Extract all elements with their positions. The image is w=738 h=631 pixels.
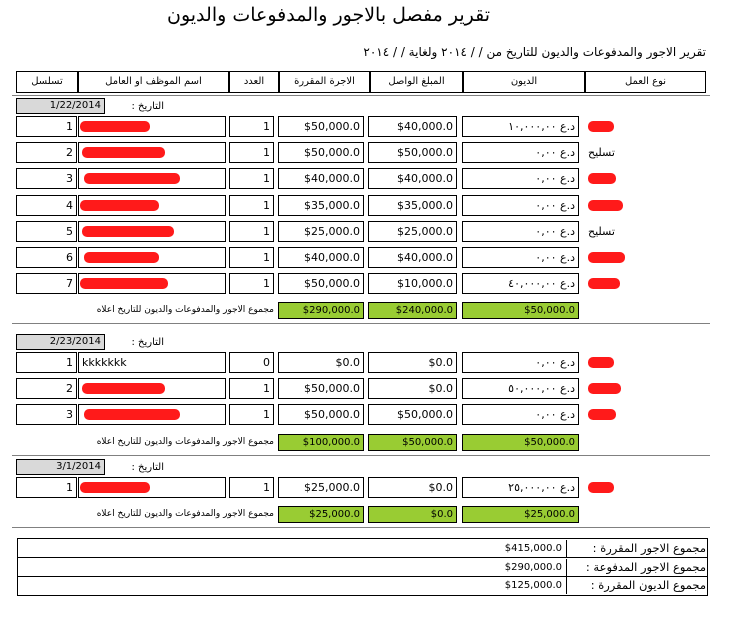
- row-wage: $50,000.0: [278, 404, 364, 425]
- group-divider: [12, 455, 710, 456]
- row-wage: $40,000.0: [278, 247, 364, 268]
- row-wage: $25,000.0: [278, 221, 364, 242]
- redacted-work-mark: [588, 383, 621, 394]
- summary-value: $290,000.0: [504, 561, 562, 573]
- redacted-name-mark: [82, 226, 174, 237]
- row-count: 1: [229, 247, 274, 268]
- group-date: 3/1/2014: [16, 459, 105, 475]
- row-work-type: تسليح: [584, 221, 622, 242]
- report-title: تقرير مفصل بالاجور والمدفوعات والديون: [167, 4, 490, 26]
- redacted-work-mark: [588, 409, 616, 420]
- redacted-work-mark: [588, 200, 623, 211]
- redacted-work-mark: [588, 278, 620, 289]
- summary-label: مجموع الاجور المقررة :: [566, 540, 706, 557]
- redacted-work-mark: [588, 121, 614, 132]
- row-received: $0.0: [368, 378, 457, 399]
- row-count: 1: [229, 378, 274, 399]
- row-debt: د.ع ٠,٠٠: [462, 352, 579, 373]
- row-wage: $25,000.0: [278, 477, 364, 498]
- row-debt: د.ع ٠,٠٠: [462, 404, 579, 425]
- row-wage: $50,000.0: [278, 378, 364, 399]
- group-total-wage: $25,000.0: [278, 506, 364, 523]
- row-received: $50,000.0: [368, 404, 457, 425]
- row-serial: 3: [16, 404, 77, 425]
- redacted-work-mark: [588, 357, 614, 368]
- row-work-type: تسليح: [584, 142, 622, 163]
- row-received: $50,000.0: [368, 142, 457, 163]
- group-total-label: مجموع الاجور والمدفوعات والديون للتاريخ اعلاه: [96, 436, 274, 447]
- row-serial: 1: [16, 116, 77, 137]
- row-count: 0: [229, 352, 274, 373]
- row-serial: 6: [16, 247, 77, 268]
- row-wage: $40,000.0: [278, 168, 364, 189]
- group-total-label: مجموع الاجور والمدفوعات والديون للتاريخ اعلاه: [96, 305, 274, 316]
- row-received: $40,000.0: [368, 168, 457, 189]
- redacted-name-mark: [84, 252, 159, 263]
- row-wage: $50,000.0: [278, 116, 364, 137]
- group-total-wage: $290,000.0: [278, 302, 364, 319]
- group-total-received: $240,000.0: [368, 302, 457, 319]
- row-count: 1: [229, 221, 274, 242]
- header-debts-cell: الديون: [463, 71, 585, 93]
- row-debt: د.ع ٠,٠٠: [462, 221, 579, 242]
- header-divider: [12, 95, 710, 96]
- row-count: 1: [229, 477, 274, 498]
- summary-label: مجموع الديون المقررة :: [566, 577, 706, 594]
- row-received: $25,000.0: [368, 221, 457, 242]
- group-total-label: مجموع الاجور والمدفوعات والديون للتاريخ اعلاه: [96, 509, 274, 520]
- row-debt: د.ع ٢٥,٠٠٠,٠٠: [462, 477, 579, 498]
- group-divider: [12, 527, 710, 528]
- redacted-name-mark: [80, 278, 168, 289]
- group-date: 2/23/2014: [16, 334, 105, 350]
- redacted-name-mark: [82, 147, 165, 158]
- report-subtitle: تقرير الاجور والمدفوعات والديون للتاريخ من / / ٢٠١٤ ولغاية / / ٢٠١٤: [363, 45, 706, 59]
- group-total-wage: $100,000.0: [278, 434, 364, 451]
- row-wage: $35,000.0: [278, 195, 364, 216]
- group-divider: [12, 323, 710, 324]
- group-date: 1/22/2014: [16, 98, 105, 114]
- row-count: 1: [229, 195, 274, 216]
- redacted-work-mark: [588, 252, 625, 263]
- group-total-received: $0.0: [368, 506, 457, 523]
- row-wage: $50,000.0: [278, 142, 364, 163]
- row-debt: د.ع ٤٠,٠٠٠,٠٠: [462, 273, 579, 294]
- row-employee-name: kkkkkkk: [78, 352, 226, 373]
- row-serial: 4: [16, 195, 77, 216]
- group-total-debt: $50,000.0: [462, 302, 579, 319]
- header-count: العدد: [229, 71, 279, 93]
- row-count: 1: [229, 404, 274, 425]
- summary-value: $125,000.0: [504, 580, 562, 591]
- redacted-name-mark: [84, 173, 180, 184]
- redacted-name-mark: [82, 383, 165, 394]
- header-work-type-cell: نوع العمل: [585, 71, 706, 93]
- row-received: $0.0: [368, 352, 457, 373]
- row-debt: د.ع ٥٠,٠٠٠,٠٠: [462, 378, 579, 399]
- row-serial: 5: [16, 221, 77, 242]
- date-label: التاريخ :: [131, 101, 164, 112]
- row-serial: 2: [16, 378, 77, 399]
- row-serial: 2: [16, 142, 77, 163]
- summary-label: مجموع الاجور المدفوعة :: [566, 559, 706, 576]
- row-count: 1: [229, 116, 274, 137]
- row-debt: د.ع ٠,٠٠: [462, 168, 579, 189]
- row-received: $40,000.0: [368, 116, 457, 137]
- date-label: التاريخ :: [131, 462, 164, 473]
- redacted-work-mark: [588, 173, 616, 184]
- header-amount-received: المبلغ الواصل: [370, 71, 463, 93]
- summary-value: $415,000.0: [504, 543, 562, 554]
- row-serial: 1: [16, 352, 77, 373]
- row-serial: 7: [16, 273, 77, 294]
- row-serial: 3: [16, 168, 77, 189]
- row-count: 1: [229, 142, 274, 163]
- row-received: $0.0: [368, 477, 457, 498]
- redacted-name-mark: [80, 482, 150, 493]
- row-count: 1: [229, 273, 274, 294]
- row-received: $10,000.0: [368, 273, 457, 294]
- row-wage: $0.0: [278, 352, 364, 373]
- redacted-name-mark: [84, 409, 180, 420]
- header-serial: تسلسل: [16, 71, 78, 93]
- row-wage: $50,000.0: [278, 273, 364, 294]
- redacted-name-mark: [80, 121, 150, 132]
- row-received: $40,000.0: [368, 247, 457, 268]
- redacted-name-mark: [80, 200, 159, 211]
- row-debt: د.ع ٠,٠٠: [462, 142, 579, 163]
- row-serial: 1: [16, 477, 77, 498]
- row-debt: د.ع ١٠,٠٠٠,٠٠: [462, 116, 579, 137]
- row-received: $35,000.0: [368, 195, 457, 216]
- group-total-debt: $50,000.0: [462, 434, 579, 451]
- header-employee-name: اسم الموظف او العامل: [78, 71, 229, 93]
- row-debt: د.ع ٠,٠٠: [462, 195, 579, 216]
- header-wage: الاجرة المقررة: [279, 71, 370, 93]
- group-total-received: $50,000.0: [368, 434, 457, 451]
- group-total-debt: $25,000.0: [462, 506, 579, 523]
- row-count: 1: [229, 168, 274, 189]
- row-debt: د.ع ٠,٠٠: [462, 247, 579, 268]
- redacted-work-mark: [588, 482, 614, 493]
- date-label: التاريخ :: [131, 337, 164, 348]
